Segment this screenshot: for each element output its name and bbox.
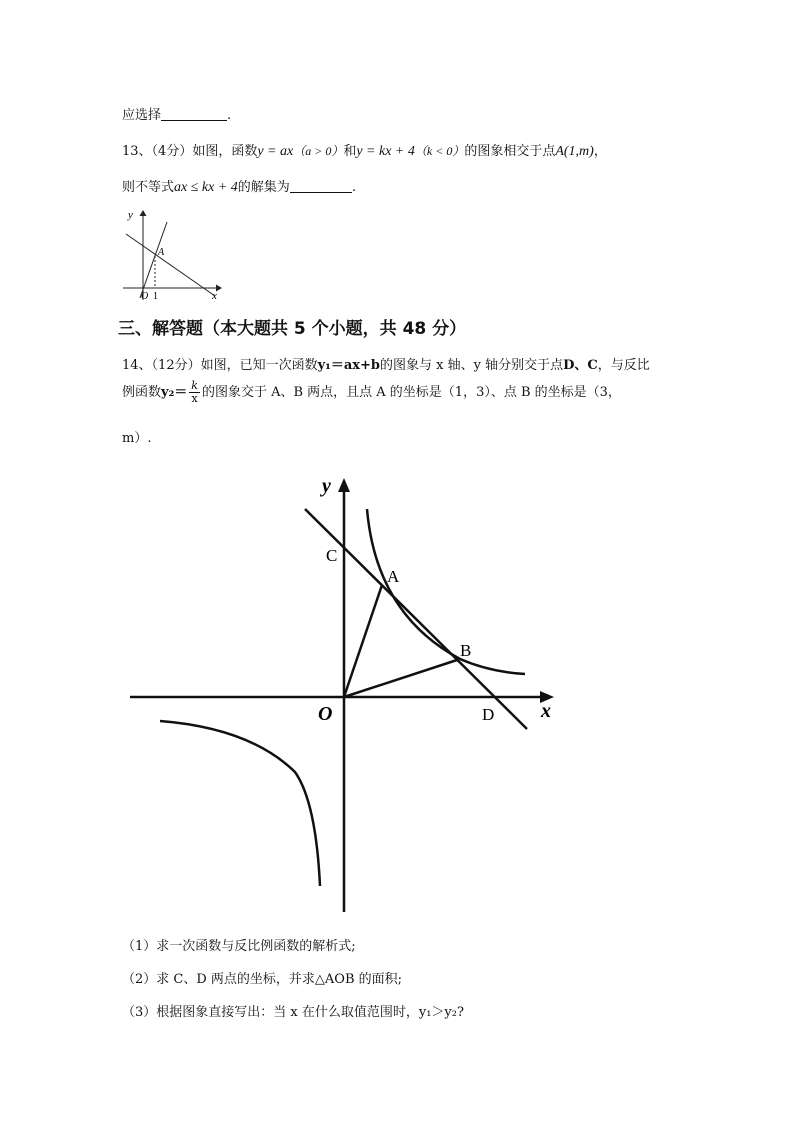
q14-fraction [189, 380, 200, 405]
q13-lead: 如图，函数 [192, 144, 258, 159]
q13-score: （4分） [151, 144, 193, 159]
q13-line2-prefix: 则不等式 [122, 180, 175, 195]
q13-point: A(1,m) [555, 144, 594, 159]
q14-line3-text: m）. [122, 431, 152, 446]
q13-label-o: O [141, 291, 149, 302]
q14-label-a: A [387, 567, 400, 586]
q14-hyperbola-q3 [160, 721, 320, 886]
q14-label-c: C [326, 546, 338, 565]
q13-y-arrow [140, 210, 147, 216]
q13-label-y: y [128, 209, 133, 221]
q14-line2-b: 的图象交于 A、B 两点，且点 A 的坐标是（1，3）、点 B 的坐标是（3， [201, 385, 621, 400]
q14-line1-c: ，与反比 [597, 358, 650, 373]
section-3-title: 三、解答题（本大题共 5 个小题，共 48 分） [118, 319, 467, 339]
q14-points-dc: D、C [563, 358, 598, 373]
q14-sub3: （3）根据图象直接写出：当 x 在什么取值范围时，y₁＞y₂? [122, 1005, 464, 1020]
q12-answer-blank [161, 108, 227, 121]
q13-x-arrow [216, 285, 222, 292]
q12-answer-line [122, 104, 231, 123]
q14-label-x: x [541, 700, 551, 722]
q14-line2-a: 例函数 [122, 385, 162, 400]
q13-mid: 的图象相交于点 [464, 144, 556, 159]
q13-function-2: y = kx + 4 [356, 144, 415, 159]
q14-sub2: （2）求 C、D 两点的坐标，并求△AOB 的面积; [122, 972, 403, 987]
q13-label-x: x [212, 290, 217, 302]
q13-label-one: 1 [153, 291, 158, 302]
q13-and: 和 [343, 144, 357, 159]
q13-answer-blank [290, 180, 352, 193]
q13-condition-1: （a > 0） [293, 144, 344, 158]
q13-line2-mid: 的解集为 [237, 180, 290, 195]
q14-label-y: y [322, 475, 331, 497]
q14-line2 [122, 380, 621, 405]
q12-suffix: . [227, 108, 232, 123]
q13-line2 [122, 176, 356, 196]
q13-number: 13、 [122, 144, 152, 159]
q14-segment-oa [344, 585, 382, 697]
q13-line-kx4 [126, 234, 215, 296]
q14-score: （12分） [151, 358, 201, 373]
q14-line3 [122, 427, 151, 446]
q13-comma: ， [593, 144, 607, 159]
q14-y2-formula: y₂＝ [161, 385, 188, 400]
q13-condition-2: （k < 0） [414, 144, 465, 158]
q14-fraction-numerator: k [191, 379, 198, 392]
q14-segment-ob [344, 660, 457, 697]
q14-number: 14、 [122, 358, 152, 373]
q13-label-a: A [158, 247, 165, 258]
q13-figure [118, 204, 228, 304]
q14-line1-b: 的图象与 x 轴、y 轴分别交于点 [380, 358, 564, 373]
q14-label-d: D [482, 705, 495, 724]
q13-function-1: y = ax [257, 144, 294, 159]
q14-line1-a: 如图，已知一次函数 [200, 358, 318, 373]
q14-line1 [122, 354, 650, 373]
q13-line2-suffix: . [351, 180, 356, 195]
q14-fraction-denominator: x [191, 392, 198, 405]
q14-label-b: B [460, 641, 472, 660]
q12-prefix: 应选择 [122, 108, 162, 123]
q14-y-arrow [338, 478, 350, 492]
q14-sub1: （1）求一次函数与反比例函数的解析式; [122, 939, 356, 954]
q13-inequality: ax ≤ kx + 4 [174, 180, 238, 195]
q14-label-o: O [318, 703, 333, 725]
q14-figure [120, 466, 570, 916]
q13-line1 [122, 140, 607, 160]
q14-y1-formula: y₁＝ax+b [317, 358, 381, 373]
